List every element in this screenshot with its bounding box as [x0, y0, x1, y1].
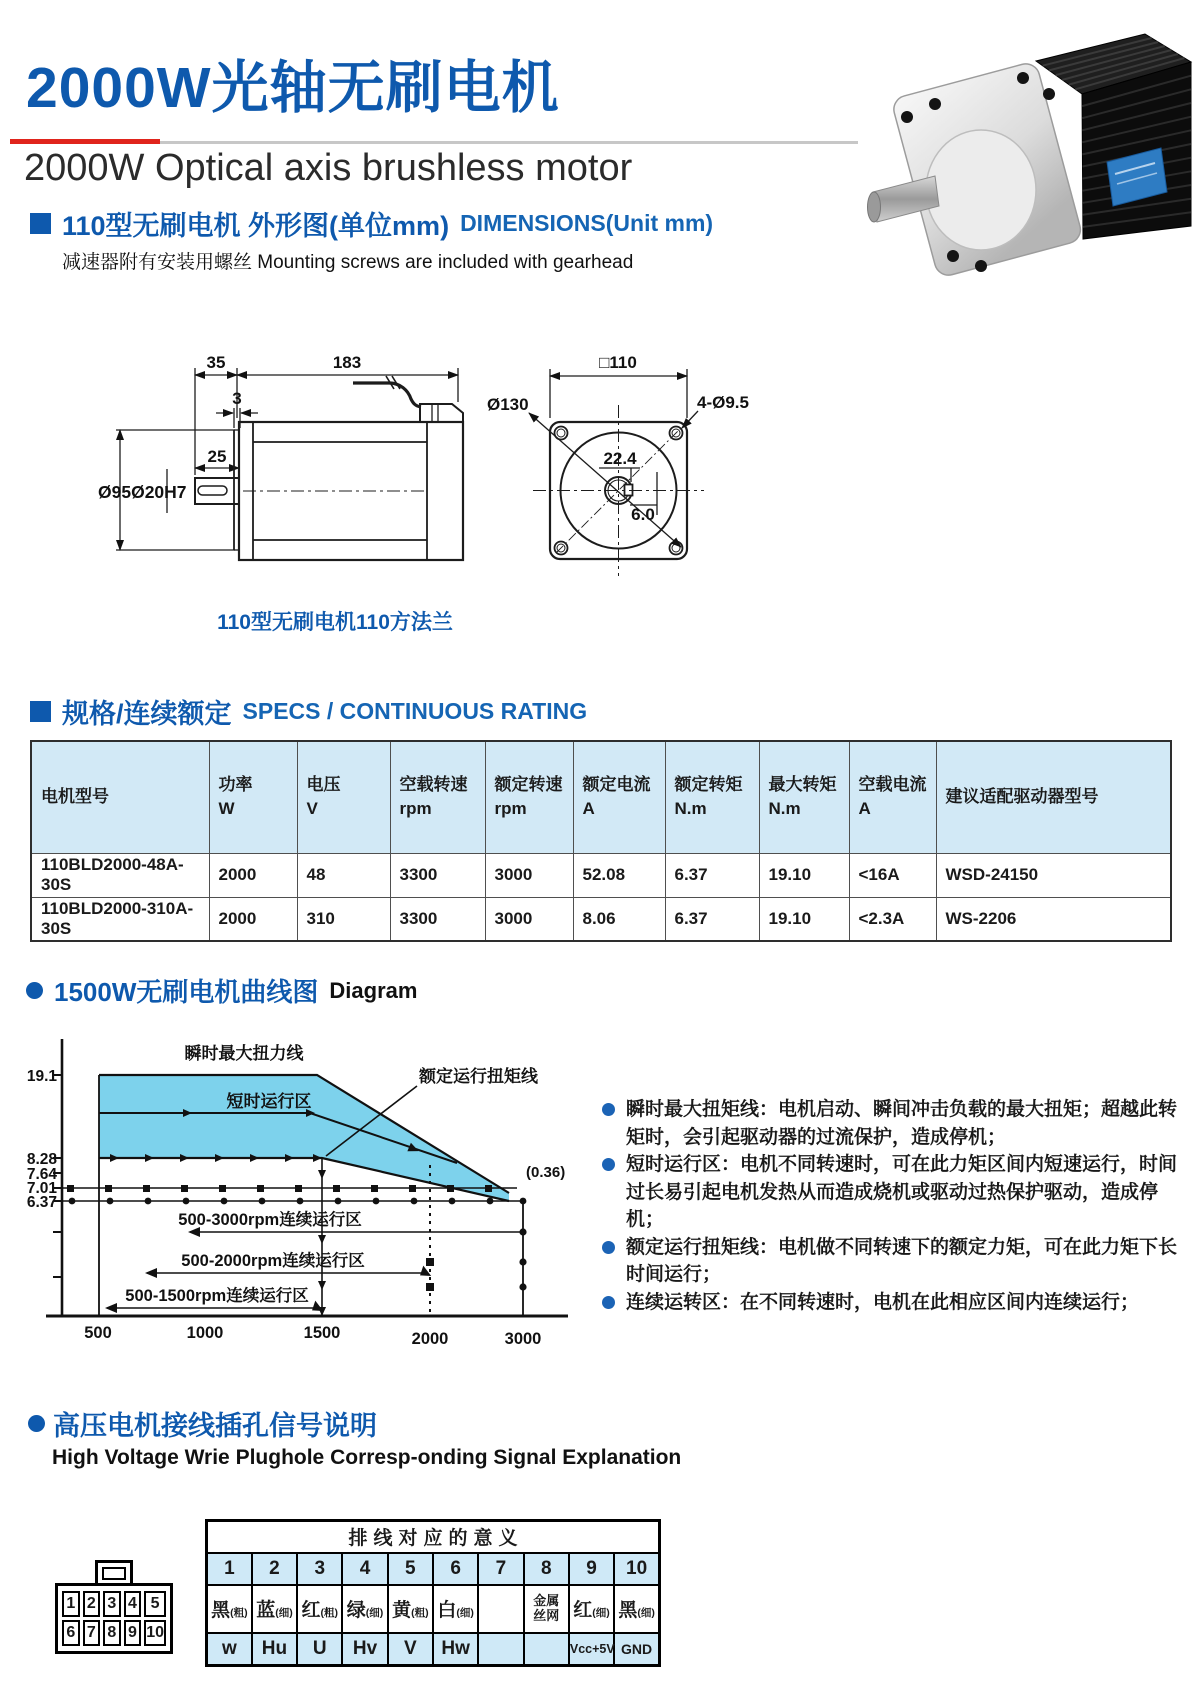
bullet-dot-icon: [26, 982, 43, 999]
bullet-dot-icon: [602, 1296, 615, 1309]
connector-pin: 10: [144, 1620, 166, 1646]
bullet-dot-icon: [28, 1415, 45, 1432]
section-curve-header: [26, 972, 417, 1009]
cell-model: 110BLD2000-310A-30S: [31, 897, 209, 941]
list-item: [602, 1151, 1194, 1234]
x-tick: 1500: [303, 1324, 341, 1342]
wiring-table-title-row: [207, 1521, 660, 1553]
section-dimensions-header: [30, 204, 713, 243]
connector-pin: 7: [83, 1620, 101, 1646]
col-noload-current: 空载电流 A: [849, 741, 936, 853]
cell-power: 2000: [209, 853, 297, 897]
label-rated-torque-line: 额定运行扭矩线: [419, 1067, 538, 1086]
dim-22-4: 22.4: [603, 449, 637, 468]
connector-pin: 2: [83, 1591, 101, 1617]
connector-pin: 8: [103, 1620, 121, 1646]
col-max-torque: 最大转矩 N.m: [759, 741, 849, 853]
cell-noload-current: <2.3A: [849, 897, 936, 941]
cell-driver: WS-2206: [936, 897, 1171, 941]
dim-6-0: 6.0: [631, 505, 655, 524]
x-tick: 3000: [504, 1330, 542, 1348]
y-tick: 6.37: [26, 1194, 57, 1211]
dim-square-110: □110: [599, 353, 637, 372]
section-marker-icon: [30, 213, 51, 234]
front-view-drawing: [440, 312, 770, 602]
cell-rated-current: 8.06: [573, 897, 665, 941]
specs-table: [30, 740, 1172, 942]
note-text: 额定运行扭矩线：电机做不同转速下的额定力矩，可在此力矩下长时间运行；: [626, 1236, 1178, 1285]
section-title-zh: 规格/连续额定: [62, 699, 232, 729]
motor-photo: [855, 2, 1200, 307]
wiring-signal-row: w Hu U Hv V Hw Vcc+5V GND: [207, 1633, 660, 1666]
bullet-dot-icon: [602, 1158, 615, 1171]
motor-flange: [868, 61, 1084, 279]
connector-pin: 9: [124, 1620, 142, 1646]
label-end-value: (0.36): [526, 1164, 566, 1181]
note-text: 瞬时最大扭矩线：电机启动、瞬间冲击负载的最大扭矩；超越此转矩时，会引起驱动器的过流保护，造成停机；: [626, 1099, 1178, 1148]
cell-rated-torque: 6.37: [665, 897, 759, 941]
label-zone-3000: 500-3000rpm连续运行区: [178, 1211, 362, 1229]
y-tick: 19.1: [26, 1068, 57, 1085]
cell-rated-current: 52.08: [573, 853, 665, 897]
section-specs-header: [30, 692, 587, 731]
connector-pin: 3: [103, 1591, 121, 1617]
section-title-en: Diagram: [329, 977, 418, 1003]
note-text: 连续运转区：在不同转速时，电机在此相应区间内连续运行；: [626, 1291, 1140, 1313]
wiring-color-row: 黑(粗) 蓝(细) 红(粗) 绿(细) 黄(粗) 白(细) 金属丝网 红(细) 黑(细): [207, 1585, 660, 1633]
drawing-caption: 110型无刷电机110方法兰: [217, 611, 453, 634]
cell-model: 110BLD2000-48A-30S: [31, 853, 209, 897]
wiring-table: [205, 1519, 661, 1667]
list-item: [602, 1234, 1194, 1289]
section-title-en: SPECS / CONTINUOUS RATING: [242, 698, 588, 724]
y-tick: 8.28: [26, 1151, 57, 1168]
wiring-pin-row: 1 2 3 4 5 6 7 8 9 10: [207, 1553, 660, 1585]
x-tick: 1000: [186, 1324, 224, 1342]
wiring-table-title: 排线对应的意义: [207, 1521, 660, 1553]
mounting-note: 减速器附有安装用螺丝 Mounting screws are included with gearhead: [62, 252, 634, 273]
section-title-zh: 110型无刷电机 外形图(单位mm): [62, 211, 450, 241]
bullet-dot-icon: [602, 1103, 615, 1116]
connector-pin: 4: [124, 1591, 142, 1617]
connector-diagram: [55, 1560, 173, 1654]
cell-noload-speed: 3300: [390, 897, 485, 941]
connector-pin: 6: [62, 1620, 80, 1646]
table-row: [31, 897, 1171, 941]
cell-max-torque: 19.10: [759, 897, 849, 941]
connector-body: [55, 1583, 173, 1654]
label-zone-2000: 500-2000rpm连续运行区: [181, 1252, 365, 1270]
y-tick: 7.64: [26, 1166, 57, 1183]
dim-holes: 4-Ø9.5: [697, 393, 749, 412]
curve-notes-list: [602, 1096, 1194, 1316]
cell-rated-torque: 6.37: [665, 853, 759, 897]
cell-noload-speed: 3300: [390, 853, 485, 897]
x-tick: 500: [84, 1324, 112, 1342]
cell-power: 2000: [209, 897, 297, 941]
page-subtitle: 2000W Optical axis brushless motor: [24, 147, 633, 189]
dim-bolt-circle: Ø130: [487, 395, 529, 414]
section-marker-icon: [30, 701, 51, 722]
dim-183: 183: [332, 353, 362, 372]
col-noload-speed: 空载转速 rpm: [390, 741, 485, 853]
bullet-dot-icon: [602, 1241, 615, 1254]
label-instant-max-torque: 瞬时最大扭力线: [184, 1044, 304, 1063]
cell-rated-speed: 3000: [485, 897, 573, 941]
col-rated-torque: 额定转矩 N.m: [665, 741, 759, 853]
section-subtitle-en: High Voltage Wrie Plughole Corresp-onding Signal Explanation: [52, 1446, 682, 1469]
section-wiring-header: [28, 1404, 377, 1443]
col-rated-current: 额定电流 A: [573, 741, 665, 853]
side-view-drawing: [80, 312, 480, 602]
list-item: [602, 1096, 1194, 1151]
col-rated-speed: 额定转速 rpm: [485, 741, 573, 853]
y-tick: 7.01: [26, 1180, 57, 1197]
label-zone-1500: 500-1500rpm连续运行区: [125, 1287, 309, 1305]
connector-latch-icon: [95, 1560, 133, 1586]
cell-rated-speed: 3000: [485, 853, 573, 897]
cell-voltage: 310: [297, 897, 390, 941]
label-short-time-zone: 短时运行区: [226, 1092, 312, 1111]
cell-noload-current: <16A: [849, 853, 936, 897]
cell-voltage: 48: [297, 853, 390, 897]
note-text: 短时运行区：电机不同转速时，可在此力矩区间内短速运行，时间过长易引起电机发热从而造成烧机或驱动过热保护驱动，造成停机；: [626, 1154, 1178, 1230]
divider-accent: [10, 139, 160, 144]
col-voltage: 电压 V: [297, 741, 390, 853]
col-model: 电机型号: [31, 741, 209, 853]
dim-25: 25: [207, 447, 227, 466]
section-title-en: DIMENSIONS(Unit mm): [460, 210, 714, 236]
section-title-zh: 高压电机接线插孔信号说明: [53, 1411, 377, 1441]
list-item: [602, 1289, 1194, 1317]
specs-header-row: [31, 741, 1171, 853]
dim-shaft-diameter: Ø95Ø20H7: [98, 482, 187, 502]
dim-35: 35: [206, 353, 226, 372]
page-title: 2000W光轴无刷电机: [26, 56, 560, 120]
cell-driver: WSD-24150: [936, 853, 1171, 897]
table-row: [31, 853, 1171, 897]
col-power: 功率 W: [209, 741, 297, 853]
torque-speed-chart: [20, 1025, 590, 1355]
col-driver: 建议适配驱动器型号: [936, 741, 1171, 853]
connector-pin: 1: [62, 1591, 80, 1617]
dim-3: 3: [232, 389, 242, 408]
connector-pin: 5: [144, 1591, 166, 1617]
x-tick: 2000: [411, 1330, 449, 1348]
section-title-zh: 1500W无刷电机曲线图: [54, 977, 319, 1007]
cell-max-torque: 19.10: [759, 853, 849, 897]
